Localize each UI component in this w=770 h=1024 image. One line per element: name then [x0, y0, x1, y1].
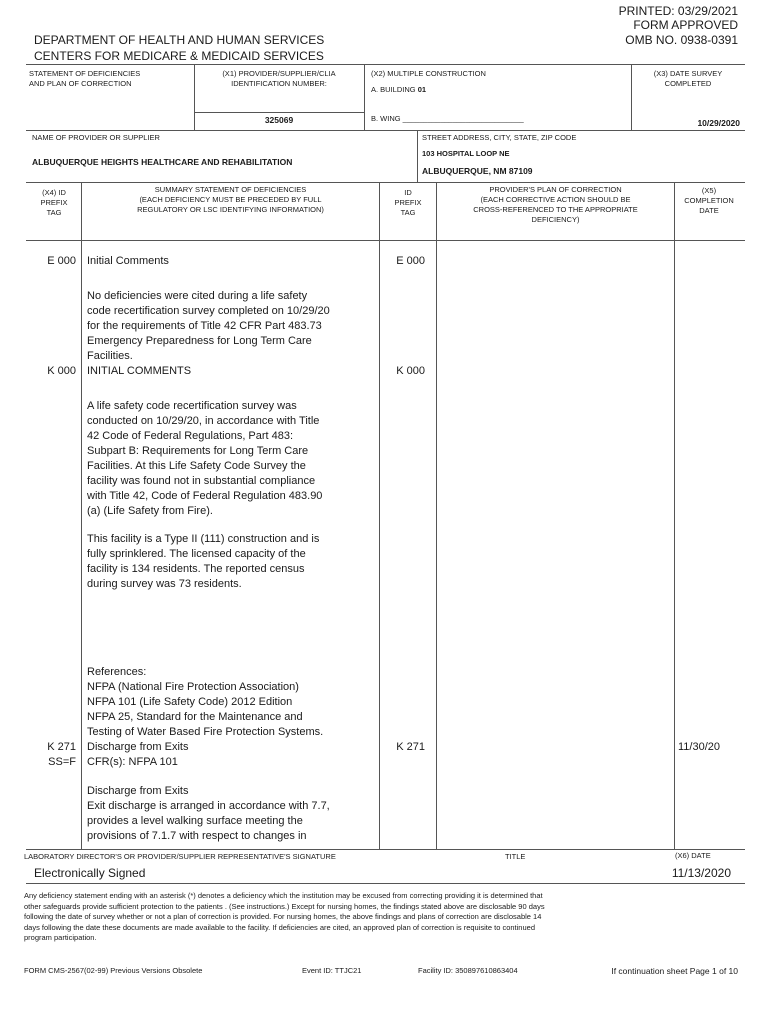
- col-x4-header: (X4) ID PREFIX TAG: [40, 188, 68, 217]
- form-footer: FORM CMS-2567(02-99) Previous Versions Obsolete: [24, 966, 203, 975]
- provider-name: ALBUQUERQUE HEIGHTS HEALTHCARE AND REHABILITATION: [32, 157, 293, 167]
- e000-tag: E 000: [47, 255, 76, 267]
- street-address: 103 HOSPITAL LOOP NE: [422, 149, 510, 158]
- col-summary-header: SUMMARY STATEMENT OF DEFICIENCIES (EACH DEFICIENCY MUST BE PRECEDED BY FULL REGULATORY OR LSC IDENTIFYING INFORMATION): [137, 185, 324, 214]
- title-label: TITLE: [505, 852, 526, 861]
- building-value: 01: [417, 85, 427, 94]
- e000-id: E 000: [396, 255, 425, 267]
- page-indicator: If continuation sheet Page 1 of 10: [611, 966, 738, 976]
- rule-signature: [26, 849, 745, 850]
- x2-label: (X2) MULTIPLE CONSTRUCTION: [371, 69, 486, 78]
- col-x5-header: (X5) COMPLETION DATE: [684, 186, 734, 215]
- k271-text: Discharge from Exits Exit discharge is arranged in accordance with 7.7, provides a level walking surface meeting the provisions of 7.1.7 with respect to changes in: [87, 785, 330, 842]
- provider-name-label: NAME OF PROVIDER OR SUPPLIER: [32, 133, 160, 142]
- facility-id: Facility ID: 350897610863404: [418, 966, 518, 975]
- k000-text-1: A life safety code recertification survey was conducted on 10/29/20, in accordance with Title 42 Code of Federal Regulations, Part 483: Subpart B: Requirements for Long Term Care Facilities. At this Life Safety Code Survey the facility was found not in substantial compliance with Title 42, Code of Federal Regulation 483.90 (a) (Life Safety from Fire).: [87, 400, 323, 517]
- survey-completed-date: 10/29/2020: [697, 118, 740, 128]
- signature-date: 11/13/2020: [671, 866, 731, 880]
- x3-label: (X3) DATE SURVEY COMPLETED: [653, 69, 723, 88]
- event-id: Event ID: TTJC21: [302, 966, 362, 975]
- rule-top: [26, 64, 745, 65]
- printed-date: PRINTED: 03/29/2021: [618, 4, 738, 18]
- disclaimer-text: Any deficiency statement ending with an asterisk (*) denotes a deficiency which the institution may be excused from correcting providing it is determined that other safeguards provide sufficient protection to the patients . (See instructions.) Except for nursing homes, the findings stated above are disclosable 90 days following the date of survey whether or not a plan of correction is provided. For nursing homes, the above findings and plans of correction are disclosable 14 days following the date these documents are made available to the facility. If deficiencies are cited, an approved plan of correction is requisite to continued program participation.: [24, 891, 545, 943]
- rule-body: [26, 240, 745, 241]
- date-label: (X6) DATE: [675, 851, 711, 860]
- omb-number: OMB NO. 0938-0391: [625, 33, 738, 47]
- department-name: DEPARTMENT OF HEALTH AND HUMAN SERVICES: [34, 33, 325, 47]
- rule-provider: [26, 130, 745, 131]
- provider-number: 325069: [264, 115, 294, 125]
- k000-id: K 000: [396, 365, 425, 377]
- k000-title: INITIAL COMMENTS: [87, 365, 192, 377]
- city-state-zip: ALBUQUERQUE, NM 87109: [422, 166, 533, 176]
- wing-label: B. WING _____________________________: [371, 114, 524, 123]
- e000-text: No deficiencies were cited during a life safety code recertification survey completed on 10/29/20 for the requirements of Title 42 CFR Part 483.73 Emergency Preparedness for Long Term Care Facilities.: [87, 290, 330, 362]
- col-plan-header: PROVIDER'S PLAN OF CORRECTION (EACH CORRECTIVE ACTION SHOULD BE CROSS-REFERENCED TO THE APPROPRIATE DEFICIENCY): [473, 185, 638, 224]
- signature-label: LABORATORY DIRECTOR'S OR PROVIDER/SUPPLIER REPRESENTATIVE'S SIGNATURE: [24, 852, 336, 861]
- rule-disclaimer: [26, 883, 745, 884]
- signature-value: Electronically Signed: [34, 866, 146, 880]
- centers-name: CENTERS FOR MEDICARE & MEDICAID SERVICES: [34, 49, 324, 63]
- k271-completion-date: 11/30/20: [677, 741, 720, 753]
- k000-text-3: References: NFPA (National Fire Protection Association) NFPA 101 (Life Safety Code) 2012 Edition NFPA 25, Standard for the Maintenance and Testing of Water Based Fire Protection Systems.: [87, 666, 324, 738]
- k271-scope-severity: SS=F: [48, 756, 76, 768]
- k000-tag: K 000: [47, 365, 76, 377]
- k271-cfr: CFR(s): NFPA 101: [87, 756, 178, 768]
- form-approved: FORM APPROVED: [633, 18, 738, 32]
- col-id-header: ID PREFIX TAG: [394, 188, 422, 217]
- statement-label: STATEMENT OF DEFICIENCIES AND PLAN OF CORRECTION: [29, 69, 141, 88]
- e000-title: Initial Comments: [87, 255, 169, 267]
- building-label: A. BUILDING 01: [371, 85, 427, 94]
- k271-title: Discharge from Exits: [87, 741, 189, 753]
- k271-id: K 271: [396, 741, 425, 753]
- k271-tag: K 271: [47, 741, 76, 753]
- street-label: STREET ADDRESS, CITY, STATE, ZIP CODE: [422, 133, 577, 142]
- x1-label: (X1) PROVIDER/SUPPLIER/CLIA IDENTIFICATION NUMBER:: [222, 69, 336, 88]
- k000-text-2: This facility is a Type II (111) construction and is fully sprinklered. The licensed capacity of the facility is 134 residents. The reported census during survey was 73 residents.: [87, 533, 320, 590]
- rule-columns: [26, 182, 745, 183]
